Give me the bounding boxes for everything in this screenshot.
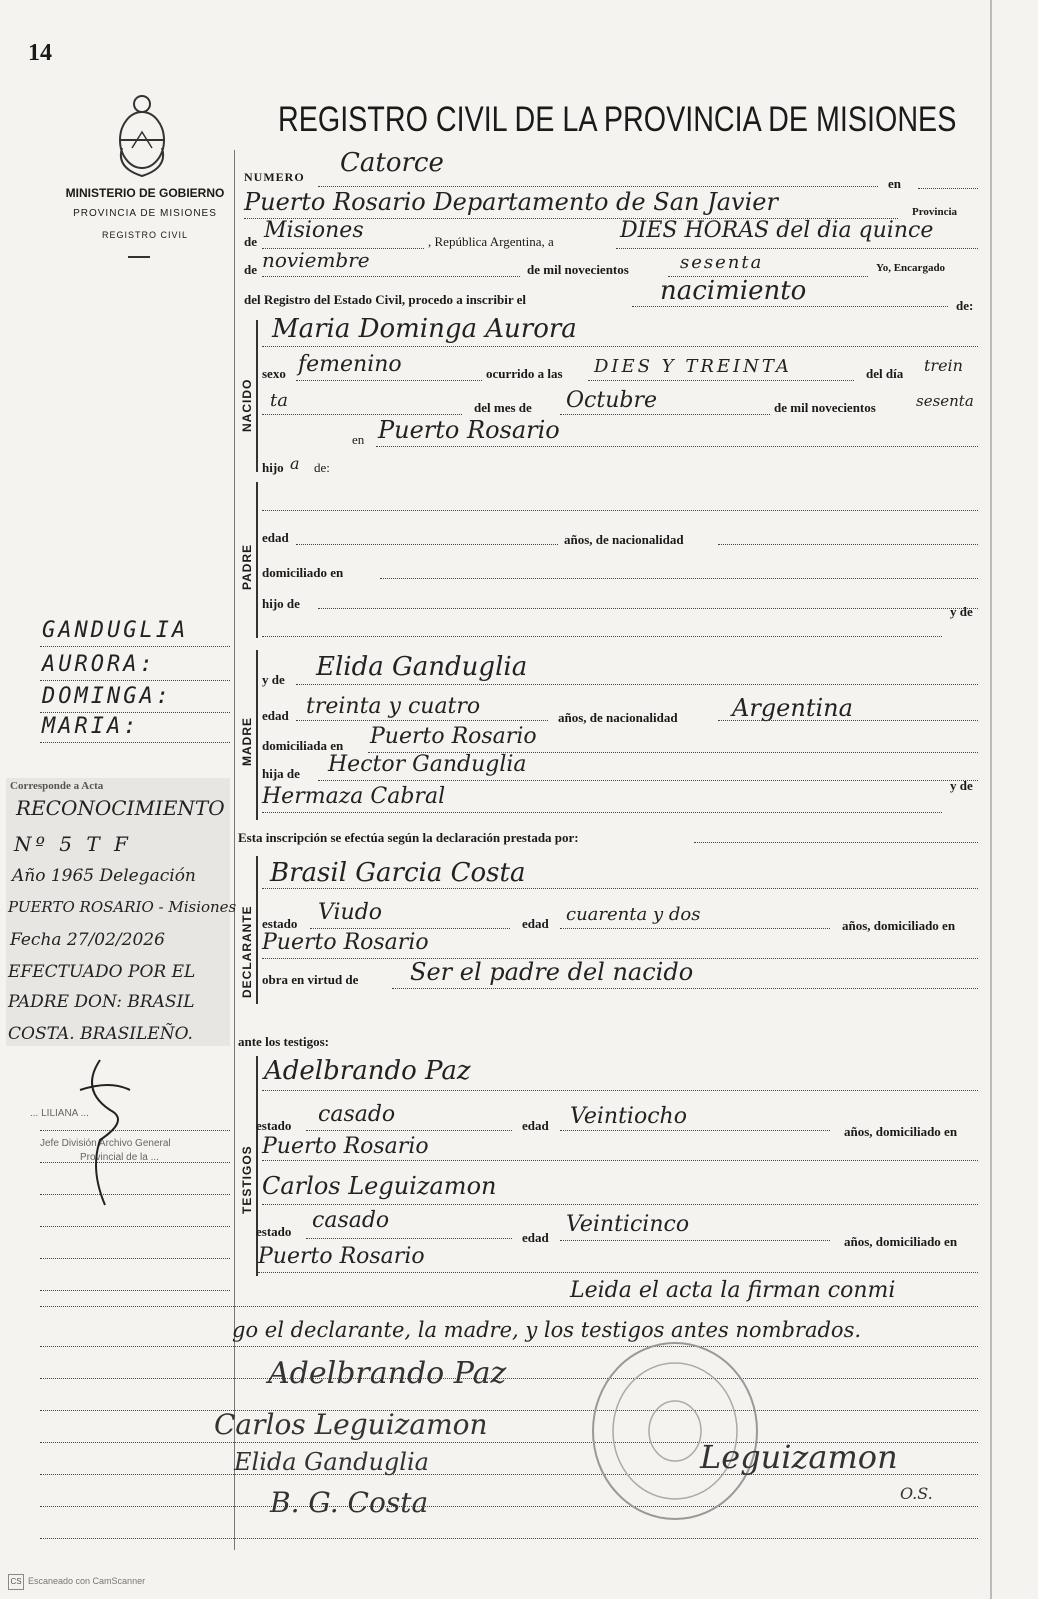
margin-signature-icon — [70, 1050, 140, 1210]
stamp-line-4: PUERTO ROSARIO - Misiones — [8, 898, 237, 916]
provincia-label: Provincia — [912, 206, 958, 218]
page-title: REGISTRO CIVIL DE LA PROVINCIA DE MISIONES — [278, 100, 957, 139]
decl-estado-label: estado — [262, 916, 298, 931]
sexo-label: sexo — [262, 366, 286, 381]
t1-estado-label: estado — [256, 1118, 292, 1133]
dia-nac-value-b: ta — [270, 390, 288, 411]
decl-virtud-value: Ser el padre del nacido — [410, 958, 694, 986]
numero-value: Catorce — [340, 148, 444, 178]
ocurrido-label: ocurrido a las — [486, 366, 563, 381]
anio-value: sesenta — [680, 252, 764, 273]
signature-2: Carlos Leguizamon — [214, 1408, 488, 1441]
t1-dom-label: años, domiciliado en — [844, 1124, 958, 1139]
mes-value: noviembre — [262, 248, 370, 272]
hora-nac-value: DIES Y TREINTA — [594, 356, 792, 377]
numero-label: NUMERO — [244, 170, 305, 184]
signature-3: Elida Ganduglia — [234, 1448, 429, 1476]
seal-line-2: Jefe División Archivo General — [40, 1138, 171, 1149]
en-label-2: en — [352, 432, 365, 447]
t1-edad-label: edad — [522, 1118, 549, 1133]
decl-dom-value: Puerto Rosario — [262, 930, 429, 955]
stamp-line-5: Fecha 27/02/2026 — [10, 930, 165, 950]
margin-note-2: AURORA: — [42, 652, 156, 677]
mes-nac-value: Octubre — [566, 388, 657, 413]
t1-dom-value: Puerto Rosario — [262, 1134, 429, 1159]
camscanner-icon: CS — [8, 1574, 24, 1590]
madre-nombre-value: Elida Ganduglia — [316, 652, 528, 682]
ministry-label: MINISTERIO DE GOBIERNO — [65, 186, 225, 200]
t1-edad-value: Veintiocho — [570, 1104, 687, 1129]
signature-4: B. G. Costa — [270, 1486, 429, 1519]
del-registro-label: del Registro del Estado Civil, procedo a inscribir el — [244, 292, 527, 307]
anio-nac-value: sesenta — [916, 392, 974, 410]
signature-5: Leguizamon — [700, 1438, 898, 1476]
declarante-side-label: DECLARANTE — [240, 905, 254, 998]
acto-value: nacimiento — [660, 276, 807, 306]
del-dia-label: del día — [866, 366, 904, 381]
madre-edad-label: edad — [262, 708, 289, 723]
province-label: PROVINCIA DE MISIONES — [73, 208, 217, 219]
de-colon-label: de: — [956, 298, 974, 313]
testigo2-value: Carlos Leguizamon — [262, 1172, 497, 1200]
padre-nac-label: años, de nacionalidad — [564, 532, 684, 547]
margin-note-1: GANDUGLIA — [42, 618, 189, 643]
t2-estado-value: casado — [312, 1208, 390, 1233]
margin-note-3: DOMINGA: — [42, 684, 172, 709]
de-label: de — [244, 234, 257, 249]
de-mil-label: de mil novecientos — [527, 262, 629, 277]
cierre-line1: Leida el acta la firman conmi — [570, 1278, 896, 1303]
stamp-line-1: RECONOCIMIENTO — [16, 796, 225, 820]
declarante-value: Brasil Garcia Costa — [270, 858, 526, 888]
seal-line-1: ... LILIANA ... — [30, 1108, 89, 1119]
madre-y-de-label: y de — [262, 672, 285, 687]
padre-hijo-de-label: hijo de — [262, 596, 300, 611]
decl-edad-label: edad — [522, 916, 549, 931]
lugar-nac-value: Puerto Rosario — [378, 416, 560, 444]
padre-y-de-label: y de — [950, 604, 973, 619]
madre-madre-value: Hermaza Cabral — [262, 784, 446, 809]
t2-dom-label: años, domiciliado en — [844, 1234, 958, 1249]
madre-side-label: MADRE — [240, 717, 254, 766]
t2-estado-label: estado — [256, 1224, 292, 1239]
en-label: en — [888, 176, 901, 191]
de-label-2: de — [244, 262, 257, 277]
madre-edad-value: treinta y cuatro — [306, 694, 481, 719]
de-mil-label-2: de mil novecientos — [774, 400, 876, 415]
signature-5-suffix: O.S. — [900, 1484, 933, 1503]
decl-edad-value: cuarenta y dos — [566, 904, 701, 925]
lugar-value: Puerto Rosario Departamento de San Javier — [244, 188, 778, 216]
ante-testigos-label: ante los testigos: — [238, 1034, 329, 1049]
cierre-line2: go el declarante, la madre, y los testigos antes nombrados. — [232, 1318, 862, 1342]
yo-encargado-label: Yo, Encargado — [876, 262, 946, 274]
t2-edad-label: edad — [522, 1230, 549, 1245]
madre-nac-value: Argentina — [732, 694, 853, 722]
scanner-footer: Escaneado con CamScanner — [28, 1576, 146, 1586]
stamp-line-6: EFECTUADO POR EL — [8, 962, 196, 982]
stamp-line-7: PADRE DON: BRASIL — [8, 992, 195, 1012]
dia-nac-value-a: trein — [924, 356, 963, 375]
testigos-side-label: TESTIGOS — [240, 1145, 254, 1214]
t2-dom-value: Puerto Rosario — [258, 1244, 425, 1269]
margin-note-4: MARIA: — [42, 714, 140, 739]
seal-line-3: Provincial de la ... — [80, 1152, 159, 1163]
madre-hija-de-label: hija de — [262, 766, 300, 781]
decl-dom-label: años, domiciliado en — [842, 918, 956, 933]
padre-side-label: PADRE — [240, 543, 254, 590]
madre-nac-label: años, de nacionalidad — [558, 710, 678, 725]
hora-value: DIES HORAS del dia quince — [620, 218, 934, 243]
madre-dom-value: Puerto Rosario — [370, 724, 537, 749]
stamp-line-0: Corresponde a Acta — [10, 780, 104, 792]
madre-padre-value: Hector Ganduglia — [328, 752, 527, 777]
stamp-line-3: Año 1965 Delegación — [12, 866, 196, 886]
padre-dom-label: domiciliado en — [262, 565, 344, 580]
madre-dom-label: domiciliada en — [262, 738, 344, 753]
t2-edad-value: Veinticinco — [566, 1212, 690, 1237]
del-mes-label: del mes de — [474, 400, 532, 415]
registry-seal-icon — [585, 1336, 765, 1526]
nombre-value: Maria Dominga Aurora — [272, 314, 577, 344]
provincia-value: Misiones — [264, 218, 364, 243]
testigo1-value: Adelbrando Paz — [264, 1056, 471, 1086]
padre-edad-label: edad — [262, 530, 289, 545]
hijo-suffix-value: a — [290, 454, 300, 473]
t1-estado-value: casado — [318, 1102, 396, 1127]
stamp-line-8: COSTA. BRASILEÑO. — [8, 1024, 193, 1044]
inscripcion-label: Esta inscripción se efectúa según la declaración prestada por: — [238, 830, 579, 845]
nacido-side-label: NACIDO — [240, 378, 254, 432]
republica-label: , República Argentina, a — [428, 234, 554, 249]
signature-1: Adelbrando Paz — [268, 1356, 507, 1391]
obra-virtud-label: obra en virtud de — [262, 972, 359, 987]
decl-estado-value: Viudo — [318, 900, 383, 925]
coat-of-arms-icon — [110, 88, 174, 180]
de-colon-label-2: de: — [314, 460, 330, 475]
registry-label: REGISTRO CIVIL — [101, 230, 188, 240]
page-number: 14 — [28, 40, 52, 66]
sexo-value: femenino — [298, 352, 402, 377]
hijo-label: hijo — [262, 460, 284, 475]
madre-y-de-label-2: y de — [950, 778, 973, 793]
stamp-line-2: Nº 5 T F — [14, 832, 132, 856]
